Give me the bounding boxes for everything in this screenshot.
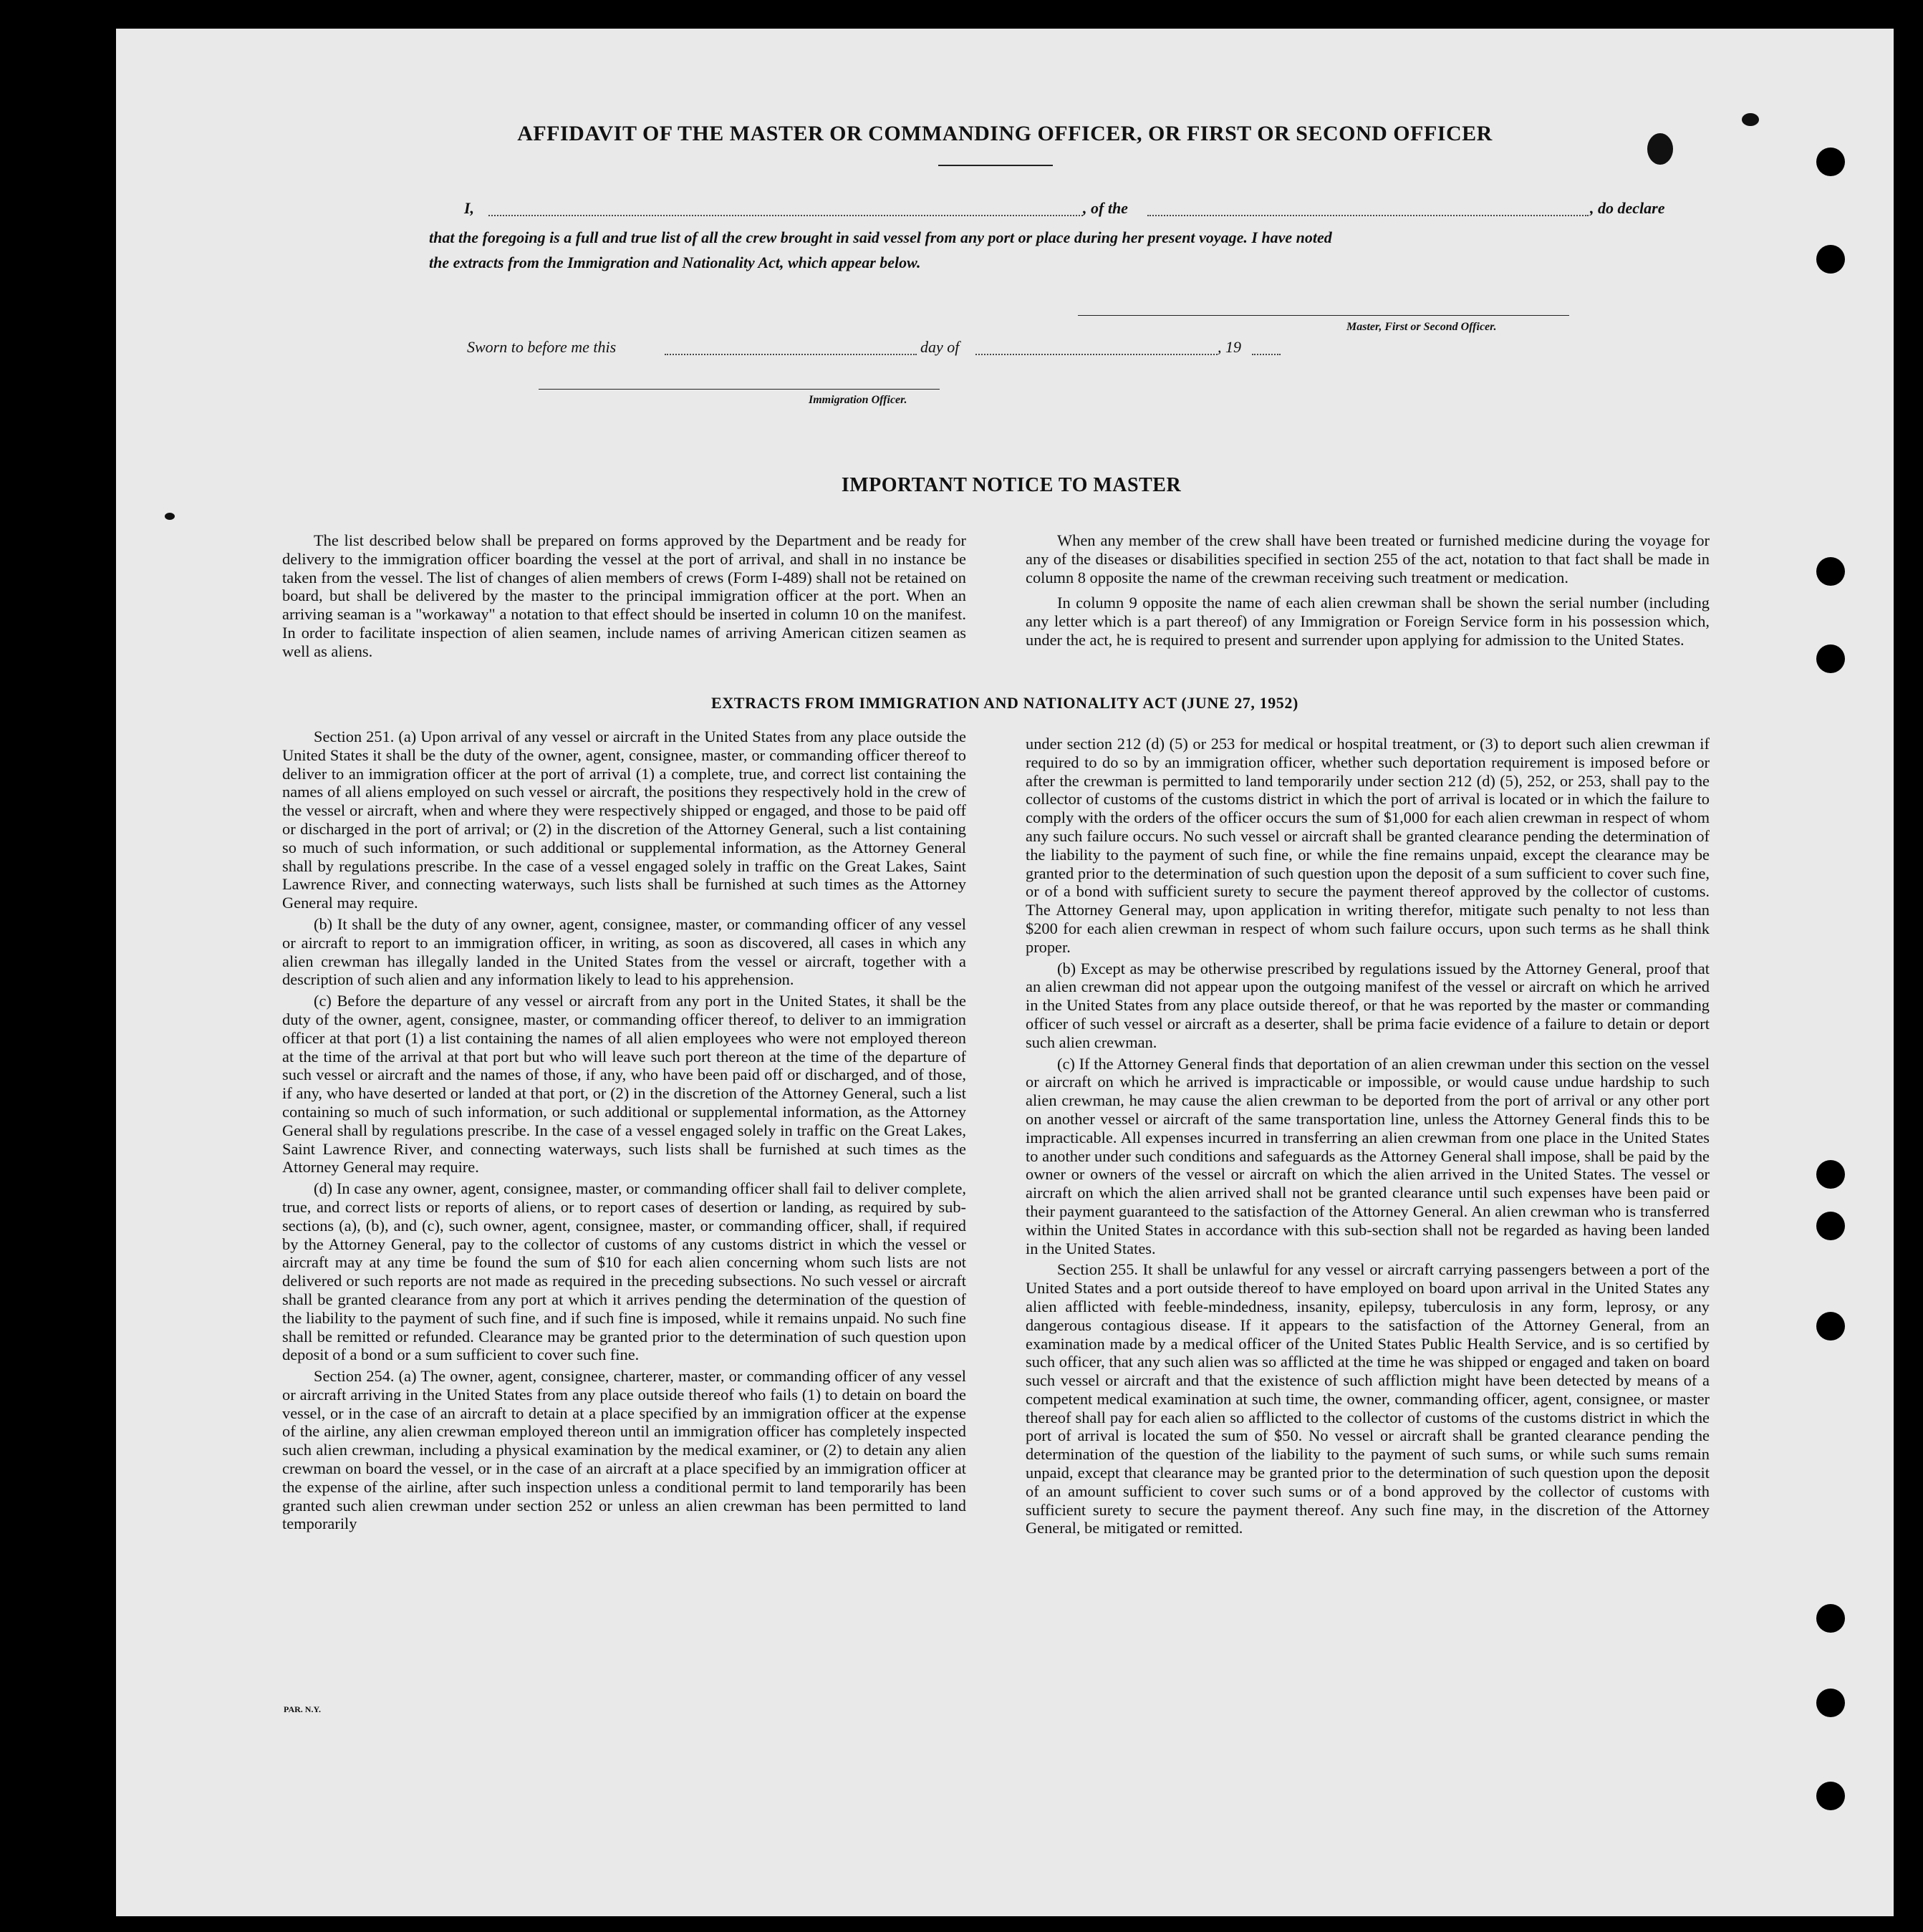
sworn-day-line[interactable] [665,354,917,355]
extracts-left-column [282,728,966,1536]
declaration-line-2: the extracts from the Immigration and Nationality Act, which appear below. [429,253,921,271]
master-signature-line[interactable] [1078,315,1569,316]
sworn-year-line[interactable] [1252,354,1281,355]
binder-hole [1816,1160,1845,1189]
declarant-prefix: I, [464,199,475,217]
binder-hole [1816,1212,1845,1240]
notice-left-paragraph: The list described below shall be prepared on forms approved by the Department and be ready for delivery to the immigration officer boarding the vessel at the port of arrival, and shall in no instance be taken from the vessel. The list of changes of alien members of crews (Form I-489) shall not be retained on board, but shall be delivered by the master to the principal immigration officer at the port. When an arriving seaman is a "workaway" a notation to that effect should be inserted in column 10 on the manifest. In order to facilitate inspection of alien seamen, include names of arriving American citizen seamen as well as aliens. [282,531,966,660]
vessel-name-line[interactable] [1147,215,1589,216]
notice-right-column [1026,531,1710,652]
declare-label: , do declare [1590,199,1665,217]
declaration-line: that the foregoing is a full and true list of all the crew brought in said vessel from any port or place during her present voyage. I have noted [429,228,1332,246]
binder-hole [1816,557,1845,586]
officer-signature-caption: Immigration Officer. [809,394,907,406]
year-label: , 19 [1218,338,1241,356]
notice-left-column [282,531,966,664]
section-254-b: (b) Except as may be otherwise prescribed by regulations issued by the Attorney General, proof that an alien crewman did not appear upon the outgoing manifest of the vessel or aircraft on which he arrived in the United States from any place outside thereof, or that he was reported by the master or commanding officer of such vessel or aircraft as a deserter, shall be prima facie evidence of a failure to detain or deport such alien crewman. [1026,959,1710,1051]
notice-title: IMPORTANT NOTICE TO MASTER [841,474,1182,496]
extracts-right-column [1026,735,1710,1540]
section-254-a: Section 254. (a) The owner, agent, consignee, charterer, master, or commanding officer of any vessel or aircraft arriving in the United States from any place outside thereof who fails (1) to detain on board the vessel, or in the case of an aircraft to detain at a place specified by an immigration officer at the expense of the airline, any alien crewman employed thereon until an immigration officer has completely inspected such alien crewman, including a physical examination by the medical examiner, or (2) to detain any alien crewman on board the vessel, or in the case of an aircraft at a place specified by an immigration officer at the expense of the airline, after such inspection unless a conditional permit to land temporarily has been granted such alien crewman under section 252 or unless an alien crewman has been permitted to land temporarily [282,1367,966,1533]
declarant-name-line[interactable] [488,215,1083,216]
printer-mark: PAR. N.Y. [284,1704,322,1714]
section-254-c: (c) If the Attorney General finds that deportation of an alien crewman under this section on the vessel or aircraft on which he arrived is impracticable or impossible, or would cause undue hardship to such alien crewman, he may cause the alien crewman to be deported from the port of arrival or any other port on another vessel or aircraft of the same transportation line, unless the Attorney General finds this to be impracticable. All expenses incurred in transferring an alien crewman from one place in the United States to another under such conditions and safeguards as the Attorney General shall impose, shall be paid by the owner or owners of the vessel or aircraft on which the alien arrived in the United States. The vessel or aircraft on which the alien arrived shall not be granted clearance until such expenses have been paid or their payment guaranteed to the satisfaction of the Attorney General. An alien crewman who is transferred within the United States in accordance with this sub-section shall not be regarded as having been landed in the United States. [1026,1054,1710,1257]
sworn-month-line[interactable] [975,354,1218,355]
extracts-title: EXTRACTS FROM IMMIGRATION AND NATIONALITY ACT (JUNE 27, 1952) [711,694,1298,712]
affidavit-title: AFFIDAVIT OF THE MASTER OR COMMANDING OFFICER, OR FIRST OR SECOND OFFICER [517,122,1493,145]
form-page [116,29,1894,1916]
binder-hole [1816,245,1845,274]
section-251-b: (b) It shall be the duty of any owner, agent, consignee, master, or commanding officer of any vessel or aircraft to report to an immigration officer, in writing, as soon as discovered, all cases in which any alien crewman has illegally landed in the United States from the vessel or aircraft, together with a description of such alien and any information likely to lead to his apprehension. [282,914,966,989]
master-signature-caption: Master, First or Second Officer. [1346,321,1497,333]
binder-hole [1816,1782,1845,1810]
binder-hole [1816,1604,1845,1633]
officer-signature-line[interactable] [539,389,940,390]
binder-hole [1816,148,1845,176]
section-251-d: (d) In case any owner, agent, consignee, master, or commanding officer shall fail to deliver complete, true, and correct lists or reports of aliens, or to report cases of desertion or landing, as required by sub-sections (a), (b), and (c), such owner, agent, consignee, master, or commanding officer, shall, if required by the Attorney General, pay to the collector of customs of any customs district in which the vessel or aircraft may at any time be found the sum of $10 for each alien concerning whom such lists are not delivered or such reports are not made as required in the preceding subsections. No such vessel or aircraft shall be granted clearance from any port at which it arrives pending the determination of the question of the liability to the payment of such fine, and if such fine is imposed, while it remains unpaid. No such fine shall be remitted or refunded. Clearance may be granted prior to the determination of such question upon deposit of a bond or a sum sufficient to cover such fine. [282,1179,966,1364]
binder-hole [1816,644,1845,673]
binder-hole [1816,1689,1845,1717]
ink-blot [1647,133,1673,165]
section-251-c: (c) Before the departure of any vessel or aircraft from any port in the United States, it shall be the duty of the owner, agent, consignee, master, or commanding officer thereof, to deliver to an immigration officer at that port (1) a list containing the names of all alien employees who were not employed thereon at the time of the arrival at that port but who will leave such port thereon at the time of the departure of such vessel or aircraft and the names of those, if any, who have been paid off or discharged, and of those, if any, who have deserted or landed at that port, or (2) in the discretion of the Attorney General, such a list containing so much of such information, or such additional or supplemental information, as the Attorney General shall by regulations prescribe. In the case of a vessel engaged solely in traffic on the Great Lakes, Saint Lawrence River, and connecting waterways, such lists shall be furnished at such times as the Attorney General may require. [282,992,966,1177]
notice-right-paragraph-2: In column 9 opposite the name of each alien crewman shall be shown the serial number (including any letter which is a part thereof) of any Immigration or Foreign Service form in his possession which, under the act, he is required to present and surrender upon applying for admission to the United States. [1026,594,1710,649]
ink-blot [165,513,175,520]
binder-hole [1816,1312,1845,1341]
notice-right-paragraph-1: When any member of the crew shall have been treated or furnished medicine during the voyage for any of the diseases or disabilities specified in section 255 of the act, notation to that fact shall be made in column 8 opposite the name of the crewman receiving such treatment or medication. [1026,531,1710,586]
section-254-a-continued: under section 212 (d) (5) or 253 for medical or hospital treatment, or (3) to deport such alien crewman if required to do so by an immigration officer, whether such deportation requirement is imposed before or after the crewman is permitted to land temporarily under section 212 (d) (5), 252, or 253, shall pay to the collector of customs of the customs district in which the port of arrival is located or in which the failure to comply with the orders of the officer occurs the sum of $1,000 for each alien crewman in respect of whom any such failure occurs. No such vessel or aircraft shall be granted clearance pending the determination of the liability to the payment of such fine, or while the fine remains unpaid, except the clearance may be granted prior to the determination of such question upon the deposit of a sum sufficient to cover such fine, or of a bond with sufficient surety to secure the payment thereof approved by the collector of customs. The Attorney General may, upon application in writing therefor, mitigate such penalty to not less than $200 for each alien crewman in respect of whom such failure occurs, upon such terms as he shall think proper. [1026,735,1710,956]
ink-blot [1742,113,1759,126]
day-of-label: day of [920,338,960,356]
section-255: Section 255. It shall be unlawful for any vessel or aircraft carrying passengers between a port of the United States and a port outside thereof to have employed on board upon arrival in the United States any alien afflicted with feeble-mindedness, insanity, epilepsy, tuberculosis in any form, leprosy, or any dangerous contagious disease. If it appears to the satisfaction of the Attorney General, from an examination made by a medical officer of the United States Public Health Service, and is so certified by such officer, that any such alien was so afflicted at the time he was shipped or engaged and taken on board such vessel or aircraft and that the existence of such affliction might have been detected by means of a competent medical examination at such time, the owner, commanding officer, agent, consignee, or master thereof shall pay for each alien so afflicted to the collector of customs of the customs district in which the port of arrival is located the sum of $50. No vessel or aircraft shall be granted clearance pending the determination of the question of the liability to the payment of such sums, or while such sums remain unpaid, except that clearance may be granted prior to the determination of such question upon the deposit of an amount sufficient to cover such sums or of a bond approved by the collector of customs with sufficient surety to secure the payment thereof. Any such fine may, in the discretion of the Attorney General, be mitigated or remitted. [1026,1260,1710,1537]
vessel-label: , of the [1083,199,1128,217]
sworn-label: Sworn to before me this [467,338,617,356]
section-251-a: Section 251. (a) Upon arrival of any vessel or aircraft in the United States from any place outside the United States it shall be the duty of the owner, agent, consignee, master, or commanding officer thereof to deliver to an immigration officer at the port of arrival (1) a complete, true, and correct list containing the names of all aliens employed on such vessel or aircraft, the positions they respectively hold in the crew of the vessel or aircraft, when and where they were respectively shipped or engaged, and those to be paid off or discharged in the port of arrival; or (2) in the discretion of the Attorney General, such a list containing so much of such information, or such additional or supplemental information, as the Attorney General shall by regulations prescribe. In the case of a vessel engaged solely in traffic on the Great Lakes, Saint Lawrence River, and connecting waterways, such lists shall be furnished at such times as the Attorney General may require. [282,728,966,912]
title-underline [938,165,1053,166]
